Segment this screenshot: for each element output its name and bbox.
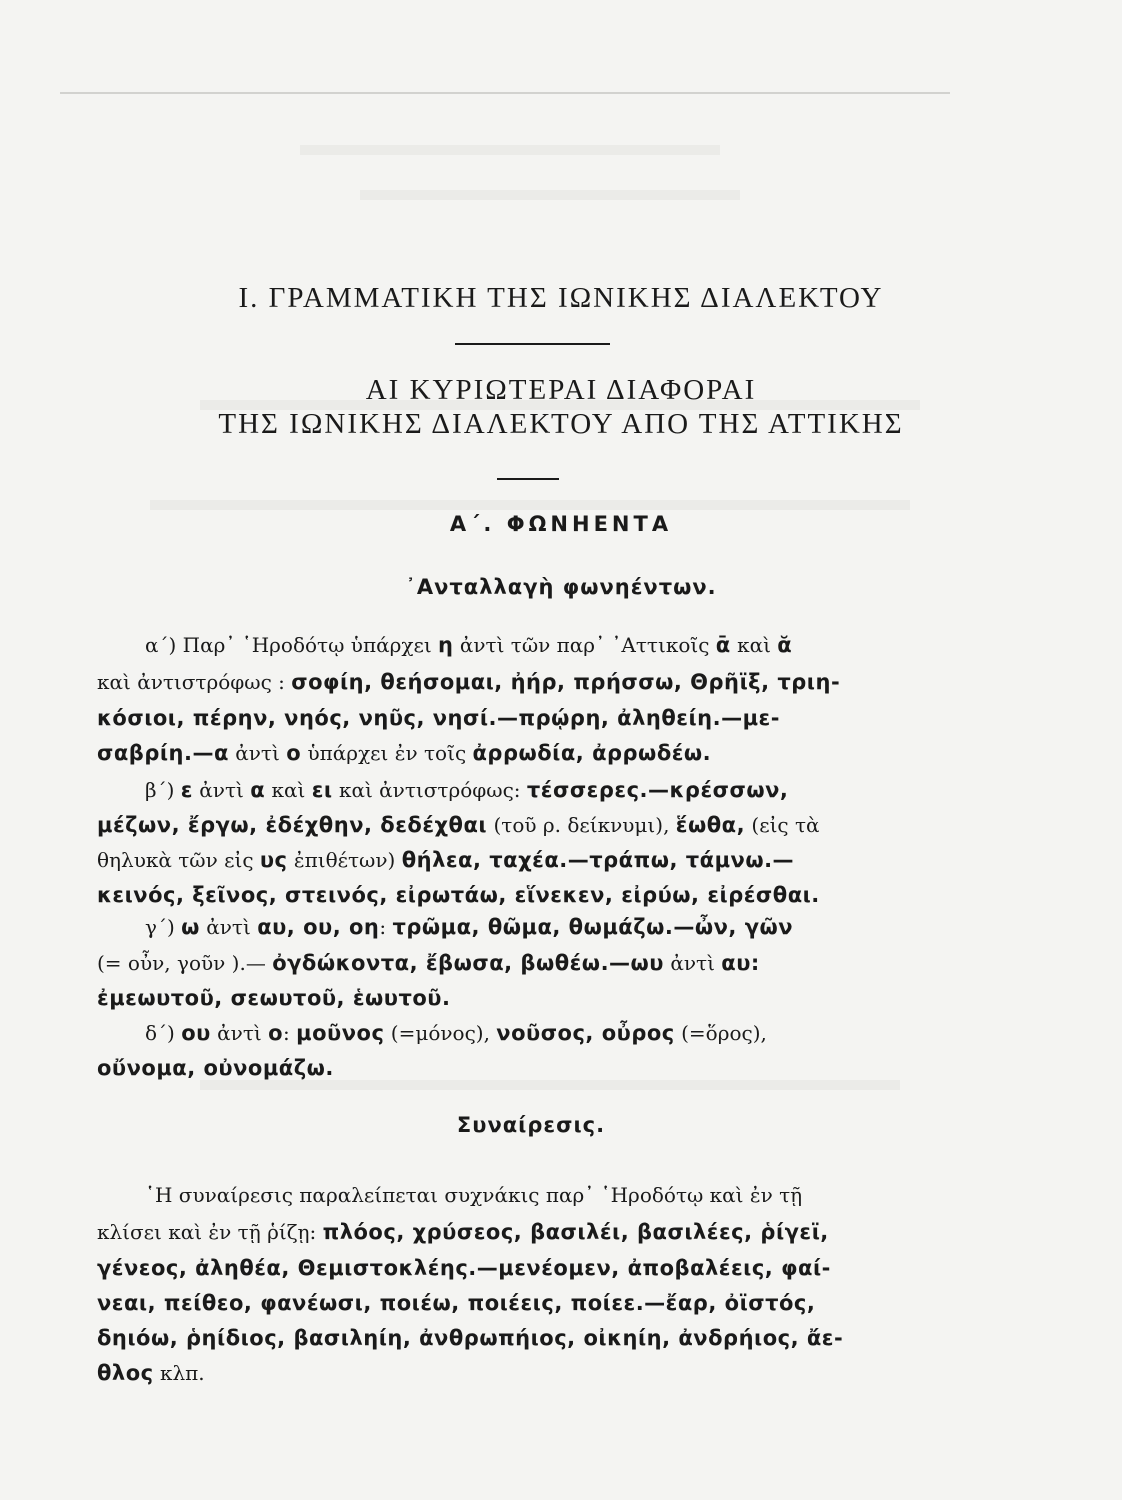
section-heading: Α΄. ΦΩΝΗΕΝΤΑ — [449, 512, 673, 536]
example-word: ου — [181, 1021, 211, 1045]
text-span: καὶ ἀντιστρόφως : — [97, 670, 292, 694]
text-span: (=μόνος), — [384, 1021, 497, 1045]
paragraph-synaeresis-line — [97, 1253, 977, 1283]
subtitle-line-2: ΤΗΣ ΙΩΝΙΚΗΣ ΔΙΑΛΕΚΤΟΥ ΑΠΟ ΤΗΣ ΑΤΤΙΚΗΣ — [218, 408, 904, 440]
example-word: αυ, ου, οη — [257, 915, 380, 939]
example-words: ὀγδώκοντα, ἔβωσα, βωθέω.—ωυ — [272, 951, 664, 975]
example-words: μέζων, ἔργω, ἐδέχθην, δεδέχθαι — [97, 813, 488, 837]
text-span: καὶ — [265, 778, 312, 802]
paragraph-alpha-line — [97, 703, 977, 733]
example-words: κεινός, ξεῖνος, στεινός, εἰρωτάω, εἵνεκεν, εἰρύω, εἰρέσθαι. — [97, 883, 820, 907]
example-word: μοῦνος — [296, 1021, 385, 1045]
text-span: ἀντὶ τῶν παρ᾽ ᾽Αττικοῖς — [453, 633, 716, 657]
paragraph-alpha-line — [97, 738, 977, 768]
text-span: β΄) — [145, 778, 181, 802]
paragraph-gamma-line — [97, 948, 977, 978]
text-span: καὶ — [730, 633, 778, 657]
text-span: γ΄) — [145, 915, 182, 939]
text-span: (=ὅρος), — [674, 1021, 767, 1045]
chapter-title: I. ΓΡΑΜΜΑΤΙΚΗ ΤΗΣ ΙΩΝΙΚΗΣ ΔΙΑΛΕΚΤΟΥ — [238, 282, 884, 314]
text-span: κλίσει καὶ ἐν τῇ ῥίζῃ: — [97, 1220, 323, 1244]
example-word: η — [438, 633, 454, 657]
example-word: α — [213, 741, 229, 765]
text-span: (= οὖν, γοῦν ).— — [97, 951, 273, 975]
example-words: ἀρρωδία, ἀρρωδέω. — [472, 741, 712, 765]
text-span: (εἰς τὰ — [745, 813, 820, 837]
paragraph-beta-line — [97, 845, 977, 875]
paragraph-beta-line — [97, 810, 977, 840]
example-word: ε — [180, 778, 193, 802]
text-span: : — [379, 915, 393, 939]
example-word: ο — [268, 1021, 284, 1045]
text-span: ἀντὶ — [210, 1021, 269, 1045]
example-words: ἐμεωυτοῦ, σεωυτοῦ, ἑωυτοῦ. — [97, 986, 451, 1010]
example-words: νεαι, πείθεο, φανέωσι, ποιέω, ποιέεις, ποίεε.—ἔαρ, ὀϊστός, — [97, 1291, 816, 1315]
example-words: δηιόω, ῥηίδιος, βασιληίη, ἀνθρωπήιος, οἰκηίη, ἀνδρήιος, ἄε- — [97, 1326, 844, 1350]
subtitle-line-1: ΑΙ ΚΥΡΙΩΤΕΡΑΙ ΔΙΑΦΟΡΑΙ — [365, 374, 757, 406]
text-span: ἐπιθέτων) — [287, 848, 402, 872]
example-words: τέσσερες.—κρέσσων, — [526, 778, 789, 802]
example-words: οὔνομα, οὐνομάζω. — [97, 1056, 334, 1080]
subheading-synaeresis: Συναίρεσις. — [456, 1113, 606, 1137]
bleed-through-line — [360, 190, 740, 200]
bleed-through-rule — [60, 92, 950, 94]
text-span: κλπ. — [153, 1361, 205, 1385]
paragraph-synaeresis-line — [97, 1323, 977, 1353]
paragraph-synaeresis-line — [145, 1180, 977, 1210]
paragraph-alpha-line — [97, 667, 977, 697]
paragraph-synaeresis-line — [97, 1288, 977, 1318]
example-word: α — [250, 778, 266, 802]
text-span: ὑπάρχει ἐν τοῖς — [301, 741, 473, 765]
text-span: α΄) Παρ᾽ ῾Ηροδότῳ ὑπάρχει — [145, 633, 439, 657]
paragraph-beta-line — [145, 775, 977, 805]
paragraph-delta-line — [97, 1053, 977, 1083]
example-word: ο — [286, 741, 302, 765]
text-span: δ΄) — [145, 1021, 182, 1045]
text-span: καὶ ἀντιστρόφως: — [332, 778, 527, 802]
paragraph-synaeresis-line — [97, 1217, 977, 1247]
example-words: σοφίη, θεήσομαι, ἠήρ, πρήσσω, Θρῆϊξ, τριη- — [291, 670, 841, 694]
paragraph-synaeresis-line — [97, 1358, 977, 1388]
example-word: ᾰ — [777, 633, 793, 657]
text-span: ἀντὶ — [192, 778, 251, 802]
paragraph-delta-line — [145, 1018, 977, 1048]
text-span: θηλυκὰ τῶν εἰς — [97, 848, 260, 872]
text-span: ἀντὶ — [663, 951, 722, 975]
text-span: (τοῦ ρ. δείκνυμι), — [487, 813, 676, 837]
example-words: νοῦσος, οὖρος — [496, 1021, 675, 1045]
bleed-through-line — [300, 145, 720, 155]
subtitle-divider — [497, 478, 559, 480]
title-divider — [455, 343, 610, 345]
text-span: : — [283, 1021, 297, 1045]
text-span: ῾Η συναίρεσις παραλείπεται συχνάκις παρ᾽ ῾Ηροδότῳ καὶ ἐν τῇ — [145, 1183, 803, 1207]
text-span: ἀντὶ — [228, 741, 287, 765]
example-words: κόσιοι, πέρην, νηός, νηῦς, νησί.—πρῴρη, ἀληθείη.—με- — [97, 706, 780, 730]
example-words: θήλεα, ταχέα.—τράπω, τάμνω.— — [401, 848, 795, 872]
paragraph-gamma-line — [97, 983, 977, 1013]
example-word: αυ: — [721, 951, 760, 975]
example-word: υς — [259, 848, 288, 872]
example-words: γένεος, ἀληθέα, Θεμιστοκλέης.—μενέομεν, ἀποβαλέεις, φαί- — [97, 1256, 831, 1280]
bleed-through-line — [150, 500, 910, 510]
subheading-vowel-exchange: ᾽Ανταλλαγὴ φωνηέντων. — [405, 575, 717, 599]
example-words: τρῶμα, θῶμα, θωμάζω.—ὦν, γῶν — [392, 915, 794, 939]
example-word: ἕωθα, — [675, 813, 746, 837]
text-span: ἀντὶ — [199, 915, 258, 939]
example-word: ᾱ — [715, 633, 731, 657]
paragraph-gamma-line — [145, 912, 977, 942]
paragraph-alpha-line — [145, 630, 977, 660]
example-word: θλος — [97, 1361, 154, 1385]
paragraph-beta-line — [97, 880, 977, 910]
example-words: πλόος, χρύσεος, βασιλέι, βασιλέες, ῥίγεϊ, — [322, 1220, 829, 1244]
example-word: σαβρίη.— — [97, 741, 214, 765]
example-word: ω — [181, 915, 200, 939]
example-word: ει — [311, 778, 333, 802]
